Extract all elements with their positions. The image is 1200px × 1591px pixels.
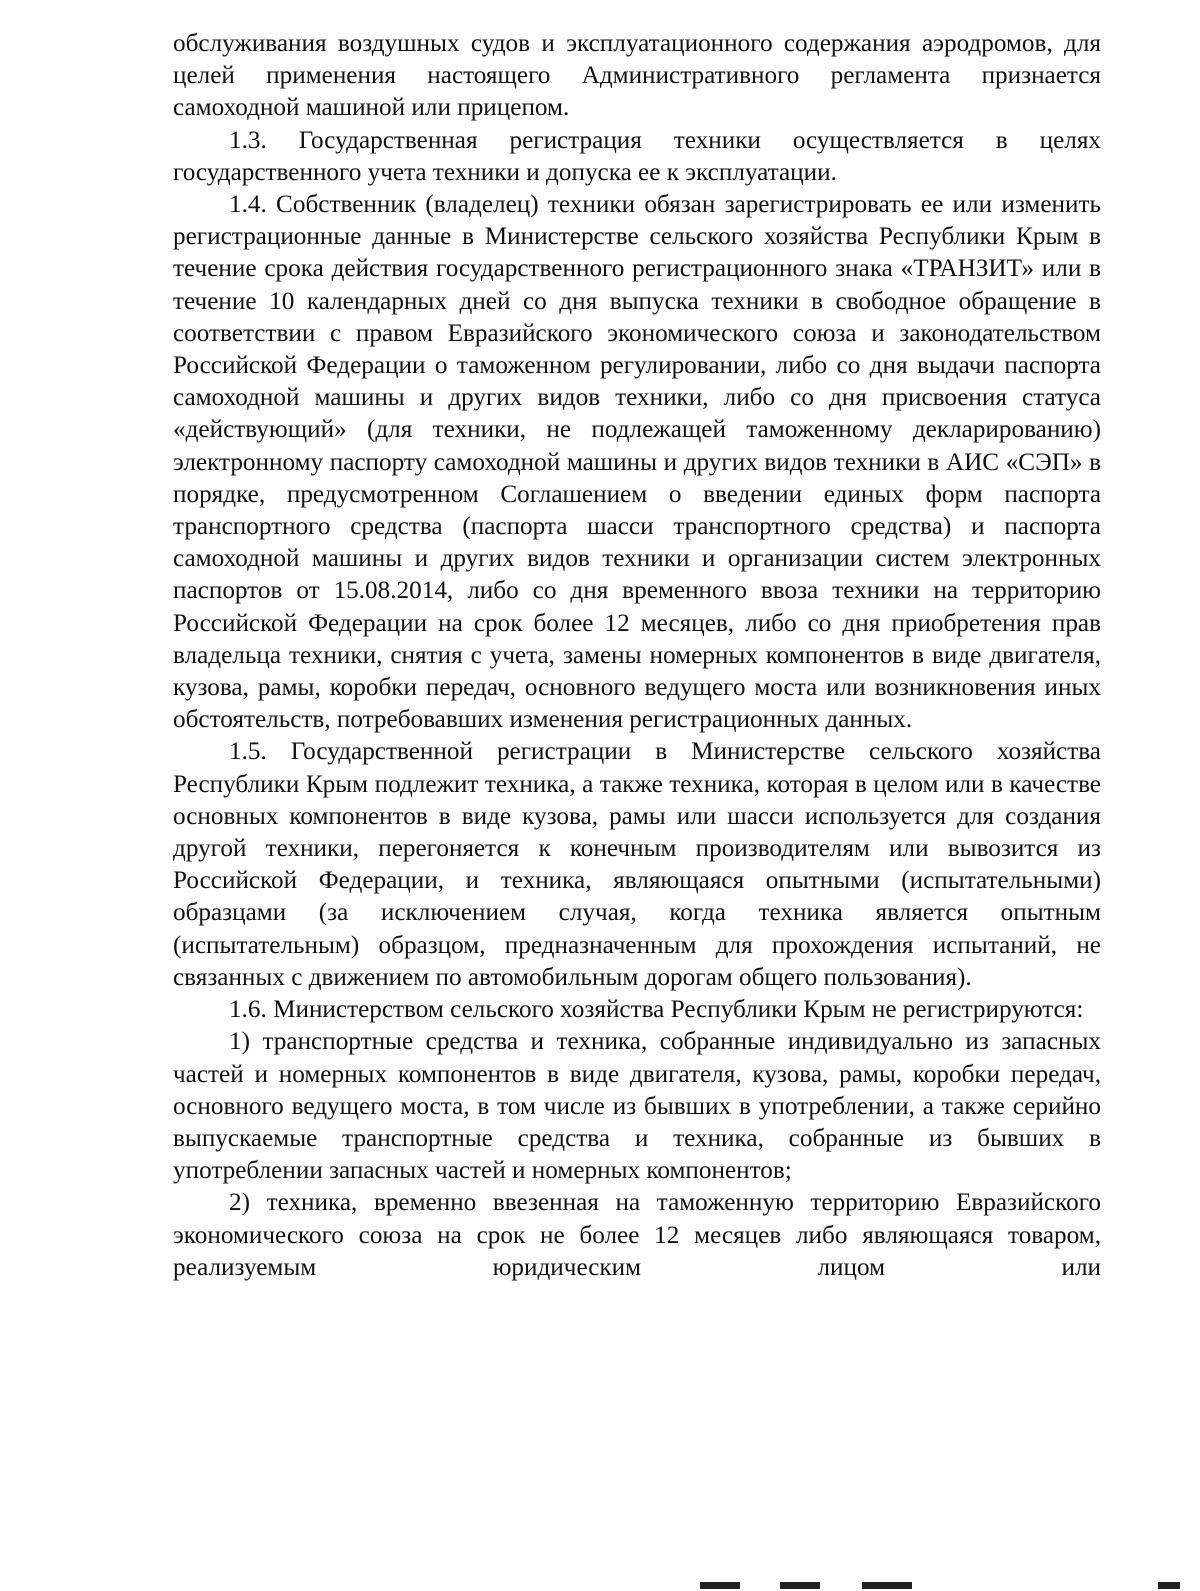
paragraph-1-5: 1.5. Государственной регистрации в Министерстве сельского хозяйства Республики Крым подлежит техника, а также техника, которая в целом или в качестве основных компонентов в виде кузова, рамы или шасси используется для создания другой техники, перегоняется к конечным производителям или вывозится из Российской Федерации, и техника, являющаяся опытными (испытательными) образцами (за исключением случая, когда техника является опытным (испытательным) образцом, предназначенным для прохождения испытаний, не связанных с движением по автомобильным дорогам общего пользования). <box>173 738 1101 991</box>
list-item-1: 1) транспортные средства и техника, собранные индивидуально из запасных частей и номерных компонентов в виде двигателя, кузова, рамы, коробки передач, основного ведущего моста, в том числе из бывших в употреблении, а также серийно выпускаемые транспортные средства и техника, собранные из бывших в употреблении запасных частей и номерных компонентов; <box>173 1028 1101 1185</box>
scan-mark <box>700 1582 740 1589</box>
scan-artifact <box>0 1571 1200 1591</box>
list-item-2: 2) техника, временно ввезенная на таможенную территорию Евразийского экономического союза на срок не более 12 месяцев либо являющаяся товаром, реализуемым юридическим лицом или <box>173 1189 1101 1281</box>
scan-mark <box>780 1582 820 1589</box>
paragraph-1-4: 1.4. Собственник (владелец) техники обязан зарегистрировать ее или изменить регистрационные данные в Министерстве сельского хозяйства Республики Крым в течение срока действия государственного регистрационного знака «ТРАНЗИТ» или в течение 10 календарных дней со дня выпуска техники в свободное обращение в соответствии с правом Евразийского экономического союза и законодательством Российской Федерации о таможенном регулировании, либо со дня выдачи паспорта самоходной машины и других видов техники, либо со дня присвоения статуса «действующий» (для техники, не подлежащей таможенному декларированию) электронному паспорту самоходной машины и других видов техники в АИС «СЭП» в порядке, предусмотренном Соглашением о введении единых форм паспорта транспортного средства (паспорта шасси транспортного средства) и паспорта самоходной машины и других видов техники и организации систем электронных паспортов от 15.08.2014, либо со дня временного ввоза техники на территорию Российской Федерации на срок более 12 месяцев, либо со дня приобретения прав владельца техники, снятия с учета, замены номерных компонентов в виде двигателя, кузова, рамы, коробки передач, основного ведущего моста или возникновения иных обстоятельств, потребовавших изменения регистрационных данных. <box>173 191 1101 734</box>
scan-mark <box>862 1582 912 1589</box>
scan-mark <box>1158 1582 1180 1589</box>
document-page <box>173 28 1101 1284</box>
paragraph-1-3: 1.3. Государственная регистрация техники осуществляется в целях государственного учета техники и допуска ее к эксплуатации. <box>173 126 1101 186</box>
paragraph-1-6: 1.6. Министерством сельского хозяйства Республики Крым не регистрируются: <box>229 996 1084 1024</box>
paragraph-continuation: обслуживания воздушных судов и эксплуатационного содержания аэродромов, для целей применения настоящего Административного регламента признается самоходной машиной или прицепом. <box>173 30 1101 122</box>
